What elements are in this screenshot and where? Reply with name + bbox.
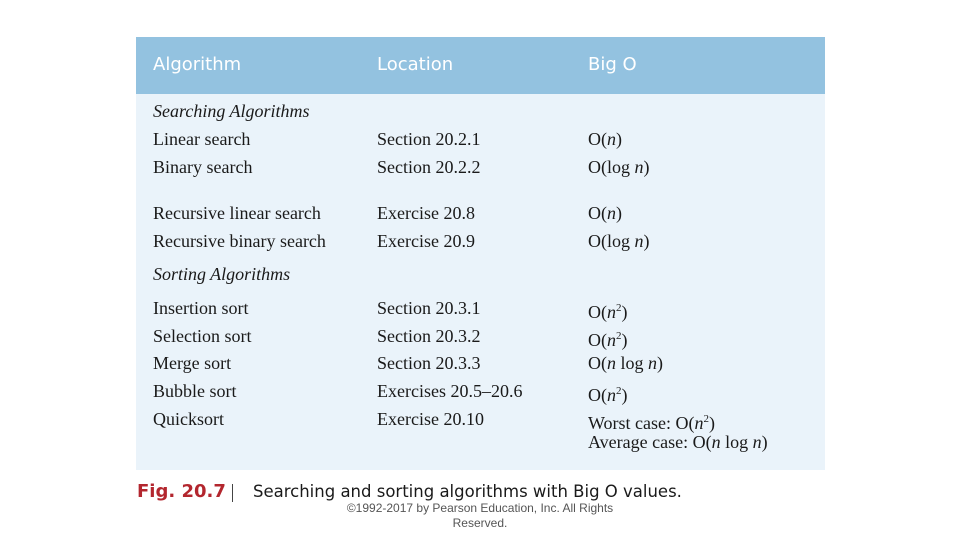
cell-big-o — [588, 156, 650, 178]
header-location: Location — [377, 54, 454, 75]
cell-big-o — [588, 325, 628, 351]
copyright-line: ©1992-2017 by Pearson Education, Inc. All Rights — [346, 501, 614, 515]
cell-big-o — [588, 352, 663, 374]
big-o-value: $O(n^2)$ — [588, 302, 628, 322]
cell-big-o — [588, 202, 622, 224]
cell-location: Exercises 20.5–20.6 — [377, 381, 523, 401]
cell-location: Section 20.3.3 — [377, 353, 481, 373]
cell-algorithm: Merge sort — [153, 353, 232, 373]
copyright-notice — [330, 501, 630, 531]
cell-location: Exercise 20.10 — [377, 409, 484, 429]
big-o-value: $O(n^2)$ — [588, 330, 628, 350]
section-title-searching: Searching Algorithms — [153, 101, 310, 121]
cell-algorithm: Bubble sort — [153, 381, 237, 401]
copyright-line: Reserved. — [452, 516, 508, 530]
cell-location: Section 20.3.2 — [377, 326, 481, 346]
big-o-table — [136, 37, 825, 470]
figure-label: Fig. 20.7 — [137, 481, 226, 502]
table-header-row — [136, 37, 825, 94]
big-o-value: O(n log n) — [588, 353, 664, 373]
cell-location: Section 20.2.1 — [377, 129, 481, 149]
figure-caption-text: Searching and sorting algorithms with Big O values. — [253, 482, 682, 501]
header-big-o: Big O — [588, 54, 637, 75]
cell-algorithm: Recursive linear search — [153, 203, 321, 223]
cell-algorithm: Selection sort — [153, 326, 252, 346]
big-o-value: Average case: O(n log n) — [588, 432, 768, 452]
cell-big-o — [588, 128, 622, 150]
cell-big-o — [588, 230, 650, 252]
big-o-value: $O(n^2)$ — [588, 385, 628, 405]
cell-algorithm: Recursive binary search — [153, 231, 326, 251]
cell-location: Section 20.3.1 — [377, 298, 481, 318]
cell-location: Section 20.2.2 — [377, 157, 481, 177]
cell-algorithm: Insertion sort — [153, 298, 249, 318]
big-o-value: O(log n) — [588, 231, 650, 251]
cell-big-o — [588, 297, 628, 323]
cell-big-o-average — [588, 431, 768, 453]
cell-algorithm: Binary search — [153, 157, 253, 177]
caption-divider — [232, 484, 233, 502]
cell-big-o — [588, 380, 628, 406]
cell-algorithm: Linear search — [153, 129, 251, 149]
big-o-value: O(n) — [588, 129, 622, 149]
big-o-value: O(log n) — [588, 157, 650, 177]
header-algorithm: Algorithm — [153, 54, 242, 75]
cell-location: Exercise 20.9 — [377, 231, 475, 251]
cell-location: Exercise 20.8 — [377, 203, 475, 223]
big-o-value: O(n) — [588, 203, 622, 223]
section-title-sorting: Sorting Algorithms — [153, 264, 291, 284]
cell-algorithm: Quicksort — [153, 409, 224, 429]
big-o-value: Worst case: $O(n^2)$ — [588, 413, 716, 433]
